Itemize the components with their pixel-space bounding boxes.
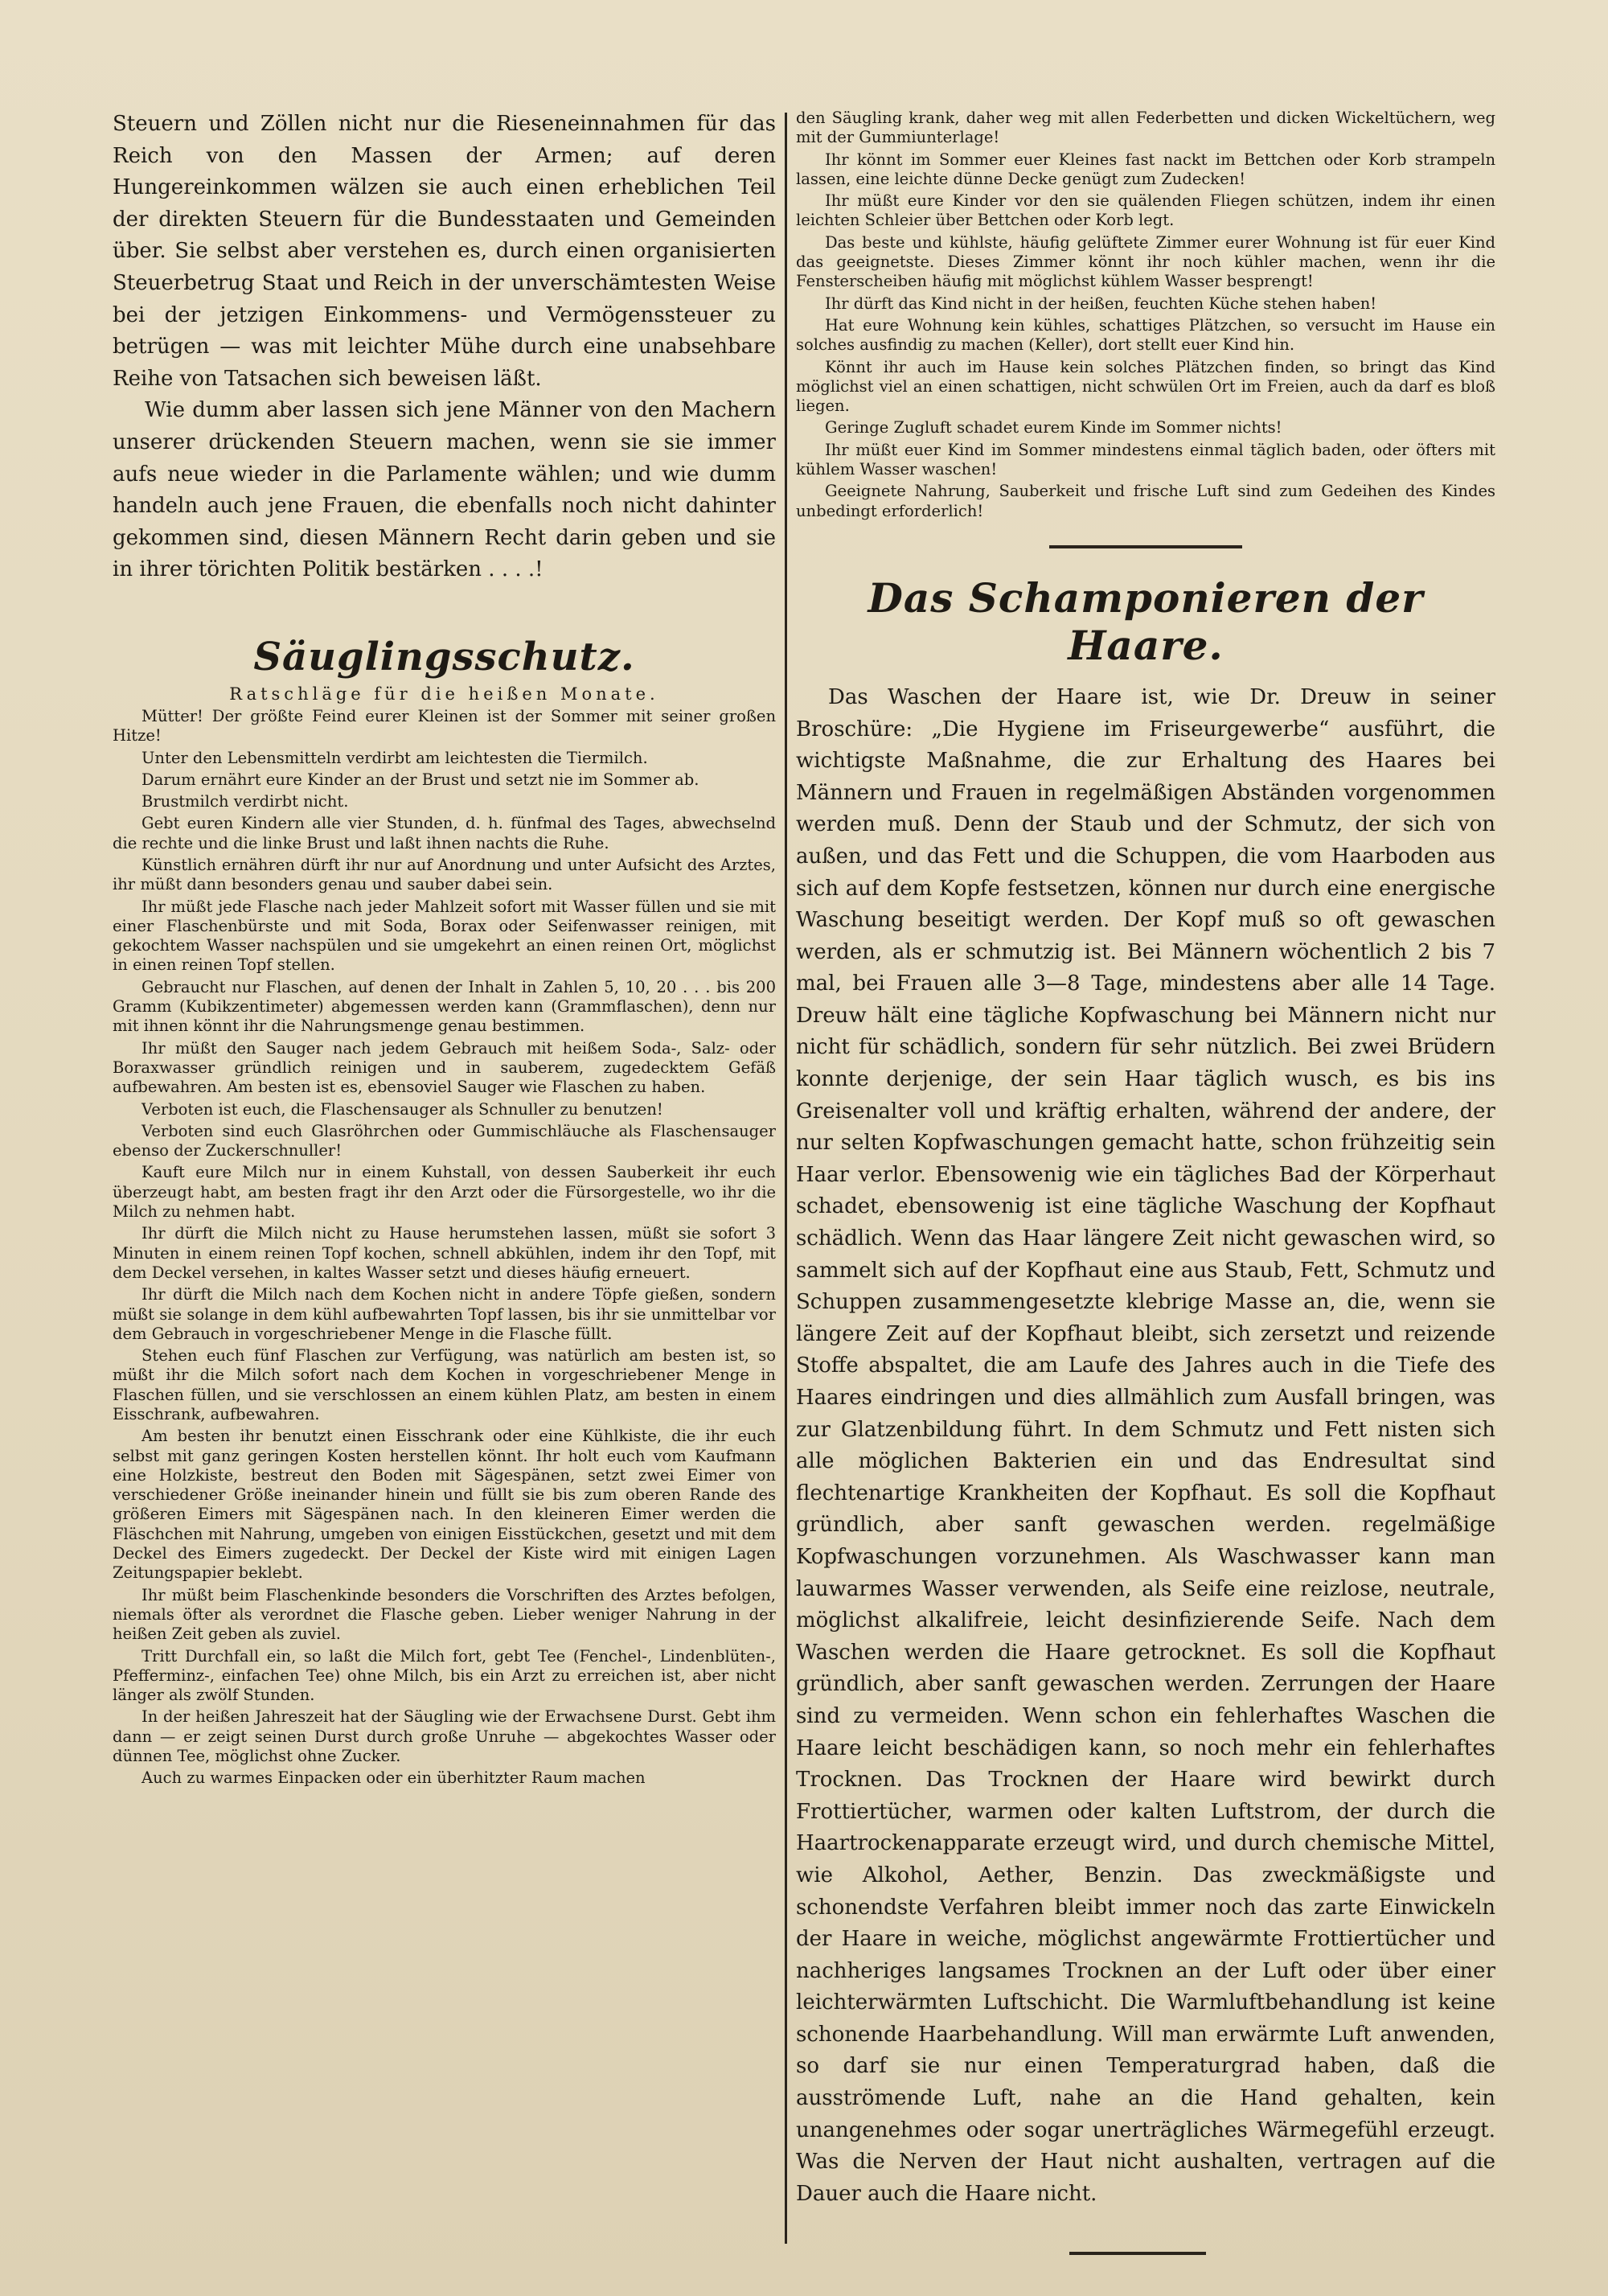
article-subtitle: Ratschläge für die heißen Monate. bbox=[229, 684, 659, 704]
paragraph: In der heißen Jahreszeit hat der Säugling wie der Erwachsene Durst. Gebt ihm dann — er zeigt seinen Durst durch große Unruhe — abgekochtes Wasser oder dünnen Tee, möglichst ohne Zucker. bbox=[113, 1707, 776, 1766]
steuern-article-end bbox=[113, 109, 776, 586]
paragraph: den Säugling krank, daher weg mit allen Federbetten und dicken Wickeltüchern, weg mit der Gummiunterlage! bbox=[796, 109, 1495, 147]
paragraph: Unter den Lebensmitteln verdirbt am leichtesten die Tiermilch. bbox=[142, 748, 648, 767]
paragraph: Verboten ist euch, die Flaschensauger als Schnuller zu benutzen! bbox=[142, 1099, 663, 1119]
column-divider bbox=[785, 113, 787, 2244]
paragraph: Ihr dürft die Milch nicht zu Hause herumstehen lassen, müßt sie sofort 3 Minuten in einem reinen Topf kochen, schnell abkühlen, indem ihr den Topf, mit dem Deckel versehen, in kaltes Wasser setzt und dieses häufig erneuert. bbox=[113, 1224, 776, 1282]
paragraph: Am besten ihr benutzt einen Eisschrank oder eine Kühlkiste, die ihr euch selbst mit ganz geringen Kosten herstellen könnt. Ihr holt euch vom Kaufmann eine Holzkiste, bestreut den Boden mit Sägespänen, setzt zwei Eimer von verschiedener Größe ineinander hinein und füllt sie bis zum oberen Rande des größeren Eimers mit Sägespänen nach. In den kleineren Eimer werden die Fläschchen mit Nahrung, umgeben von einigen Eisstückchen, gesetzt und mit dem Deckel des Eimers zugedeckt. Der Deckel der Kiste wird mit einigen Lagen Zeitungspapier beklebt. bbox=[113, 1427, 776, 1583]
paragraph: Verboten sind euch Glasröhrchen oder Gummischläuche als Flaschensauger ebenso der Zuckerschnuller! bbox=[113, 1121, 776, 1160]
schamponieren-body bbox=[796, 682, 1495, 2211]
paragraph: Ihr müßt den Sauger nach jedem Gebrauch mit heißem Soda-, Salz- oder Boraxwasser gründlich reinigen und in sauberem, zugedecktem Gefäß aufbewahren. Am besten ist es, ebensoviel Sauger wie Flaschen zu haben. bbox=[113, 1038, 776, 1097]
paragraph: Ihr dürft das Kind nicht in der heißen, feuchten Küche stehen haben! bbox=[825, 294, 1377, 313]
paragraph: Ihr müßt jede Flasche nach jeder Mahlzeit sofort mit Wasser füllen und sie mit einer Flaschenbürste und mit Soda, Borax oder Seifenwasser reinigen, mit gekochtem Wasser nachspülen und sie umgekehrt an einen reinen Ort, möglichst in einen reinen Topf stellen. bbox=[113, 897, 776, 975]
paragraph: Ihr könnt im Sommer euer Kleines fast nackt im Bettchen oder Korb strampeln lassen, eine leichte dünne Decke genügt zum Zudecken! bbox=[796, 150, 1495, 188]
bottom-divider bbox=[1069, 2252, 1206, 2255]
paragraph: Ihr müßt eure Kinder vor den sie quälenden Fliegen schützen, indem ihr einen leichten Schleier über Bettchen oder Korb legt. bbox=[796, 191, 1495, 230]
paragraph: Wie dumm aber lassen sich jene Männer von den Machern unserer drückenden Steuern machen, wenn sie sie immer aufs neue wieder in die Parlamente wählen; und wie dumm handeln auch jene Frauen, die ebenfalls noch nicht dahinter gekommen sind, diesen Männern Recht darin geben und sie in ihrer törichten Politik bestärken . . . .! bbox=[113, 398, 776, 582]
paragraph: Auch zu warmes Einpacken oder ein überhitzter Raum machen bbox=[142, 1768, 646, 1788]
paragraph: Ihr müßt euer Kind im Sommer mindestens einmal täglich baden, oder öfters mit kühlem Wasser waschen! bbox=[796, 440, 1495, 479]
paragraph: Könnt ihr auch im Hause kein solches Plätzchen finden, so bringt das Kind möglichst viel an einen schattigen, nicht schwülen Ort im Freien, auch da darf es bloß liegen. bbox=[796, 357, 1495, 416]
right-column bbox=[796, 109, 1495, 2210]
saeuglingsschutz-body bbox=[113, 707, 776, 1789]
paragraph: Steuern und Zöllen nicht nur die Rieseneinnahmen für das Reich von den Massen der Armen; auf deren Hungereinkommen wälzen sie auch einen erheblichen Teil der direkten Steuern für die Bundesstaaten und Gemeinden über. Sie selbst aber verstehen es, durch einen organisierten Steuerbetrug Staat und Reich in der unverschämtesten Weise bei der jetzigen Einkommens- und Vermögenssteuer zu betrügen — was mit leichter Mühe durch eine unabsehbare Reihe von Tatsachen sich beweisen läßt. bbox=[113, 112, 776, 391]
paragraph: Ihr dürft die Milch nach dem Kochen nicht in andere Töpfe gießen, sondern müßt sie solange in dem kühl aufbewahrten Topf lassen, bis ihr sie unmittelbar vor dem Gebrauch in vorgeschriebener Menge in die Flasche füllt. bbox=[113, 1285, 776, 1343]
saeuglingsschutz-continuation bbox=[796, 109, 1495, 521]
paragraph: Hat eure Wohnung kein kühles, schattiges Plätzchen, so versucht im Hause ein solches ausfindig zu machen (Keller), dort stellt euer Kind hin. bbox=[796, 315, 1495, 355]
left-column bbox=[113, 109, 776, 1791]
paragraph: Geringe Zugluft schadet eurem Kinde im Sommer nichts! bbox=[825, 418, 1282, 437]
paragraph: Mütter! Der größte Feind eurer Kleinen ist der Sommer mit seiner großen Hitze! bbox=[113, 706, 776, 745]
paragraph: Geeignete Nahrung, Sauberkeit und frische Luft sind zum Gedeihen des Kindes unbedingt erforderlich! bbox=[796, 482, 1495, 520]
paragraph: Brustmilch verdirbt nicht. bbox=[142, 792, 349, 811]
paragraph: Darum ernährt eure Kinder an der Brust und setzt nie im Sommer ab. bbox=[142, 770, 699, 789]
paragraph: Kauft eure Milch nur in einem Kuhstall, von dessen Sauberkeit ihr euch überzeugt habt, am besten fragt ihr den Arzt oder die Fürsorgestelle, wo ihr die Milch zu nehmen habt. bbox=[113, 1163, 776, 1222]
paragraph: Stehen euch fünf Flaschen zur Verfügung, was natürlich am besten ist, so müßt ihr die Milch sofort nach dem Kochen in vorgeschriebener Menge in Flaschen füllen, und sie verschlossen an einem kühlen Platz, am besten in einem Eisschrank, aufbewahren. bbox=[113, 1346, 776, 1423]
paragraph: Künstlich ernähren dürft ihr nur auf Anordnung und unter Aufsicht des Arztes, ihr müßt dann besonders genau und sauber dabei sein. bbox=[113, 855, 776, 894]
paragraph: Tritt Durchfall ein, so laßt die Milch fort, gebt Tee (Fenchel-, Lindenblüten-, Pfefferminz-, einfachen Tee) ohne Milch, bis ein Arzt zu erreichen ist, aber nicht länger als zwölf Stunden. bbox=[113, 1646, 776, 1705]
article-title-schamponieren: Das Schamponieren der Haare. bbox=[868, 573, 1424, 669]
paragraph: Gebraucht nur Flaschen, auf denen der Inhalt in Zahlen 5, 10, 20 . . . bis 200 Gramm (Kubikzentimeter) abgemessen werden kann (Grammflaschen), denn nur mit ihnen könnt ihr die Nahrungsmenge genau bestimmen. bbox=[113, 977, 776, 1036]
paragraph: Gebt euren Kindern alle vier Stunden, d. h. fünfmal des Tages, abwechselnd die rechte und die linke Brust und laßt ihnen nachts die Ruhe. bbox=[113, 814, 776, 852]
article-title-saeuglingsschutz: Säuglingsschutz. bbox=[253, 634, 635, 680]
paragraph: Das beste und kühlste, häufig gelüftete Zimmer eurer Wohnung ist für euer Kind das geeignetste. Dieses Zimmer könnt ihr noch kühler machen, wenn ihr die Fensterscheiben häufig mit möglichst kühlem Wasser besprengt! bbox=[796, 232, 1495, 291]
section-divider bbox=[1049, 545, 1242, 548]
paragraph: Das Waschen der Haare ist, wie Dr. Dreuw in seiner Broschüre: „Die Hygiene im Friseurgewerbe“ ausführt, die wichtigste Maßnahme, die zur Erhaltung des Haares bei Männern und Frauen in regelmäßigen Abständen vorgenommen werden muß. Denn der Staub und der Schmutz, der sich von außen, und das Fett und die Schuppen, die vom Haarboden aus sich auf dem Kopfe festsetzen, können nur durch eine energische Waschung beseitigt werden. Der Kopf muß so oft gewaschen werden, als er schmutzig ist. Bei Männern wöchentlich 2 bis 7 mal, bei Frauen alle 3—8 Tage, mindestens aber alle 14 Tage. Dreuw hält eine tägliche Kopfwaschung bei Männern nicht nur nicht für schädlich, sondern für sehr nützlich. Bei zwei Brüdern konnte derjenige, der sein Haar täglich wusch, es bis ins Greisenalter voll und kräftig erhalten, während der andere, der nur selten Kopfwaschungen gemacht hatte, schon frühzeitig sein Haar verlor. Ebensowenig wie ein tägliches Bad der Körperhaut schadet, ebensowenig ist eine tägliche Waschung der Kopfhaut schädlich. Wenn das Haar längere Zeit nicht gewaschen wird, so sammelt sich auf der Kopfhaut eine aus Staub, Fett, Schmutz und Schuppen zusammengesetzte klebrige Masse an, die, wenn sie längere Zeit auf der Kopfhaut bleibt, sich zersetzt und reizende Stoffe abspaltet, die am Laufe des Jahres auch in die Tiefe des Haares eindringen und dies allmählich zum Ausfall bringen, was zur Glatzenbildung führt. In dem Schmutz und Fett nisten sich alle möglichen Bakterien ein und das Endresultat sind flechtenartige Krankheiten der Kopfhaut. Es soll die Kopfhaut gründlich, aber sanft gewaschen werden. regelmäßige Kopfwaschungen vorzunehmen. Als Waschwasser kann man lauwarmes Wasser verwenden, als Seife eine reizlose, neutrale, möglichst alkalifreie, leicht desinfizierende Seife. Nach dem Waschen werden die Haare getrocknet. Es soll die Kopfhaut gründlich, aber sanft gewaschen werden. Zerrungen der Haare sind zu vermeiden. Wenn schon ein fehlerhaftes Waschen die Haare leicht beschädigen kann, so noch mehr ein fehlerhaftes Trocknen. Das Trocknen der Haare wird bewirkt durch Frottiertücher, warmen oder kalten Luftstrom, der durch die Haartrockenapparate erzeugt wird, und durch chemische Mittel, wie Alkohol, Aether, Benzin. Das zweckmäßigste und schonendste Verfahren bleibt immer noch das zarte Einwickeln der Haare in weiche, möglichst angewärmte Frottiertücher und nachheriges langsames Trocknen an der Luft oder über einer leichterwärmten Luftschicht. Die Warmluftbehandlung ist keine schonende Haarbehandlung. Will man erwärmte Luft anwenden, so darf sie nur einen Temperaturgrad haben, daß die ausströmende Luft, nahe an die Hand gehalten, kein unangenehmes oder sogar unerträgliches Wärmegefühl erzeugt. Was die Nerven der Haut nicht aushalten, vertragen auf die Dauer auch die Haare nicht. bbox=[796, 684, 1495, 2206]
paragraph: Ihr müßt beim Flaschenkinde besonders die Vorschriften des Arztes befolgen, niemals öfter als verordnet die Flasche geben. Lieber weniger Nahrung in der heißen Zeit geben als zuviel. bbox=[113, 1585, 776, 1644]
